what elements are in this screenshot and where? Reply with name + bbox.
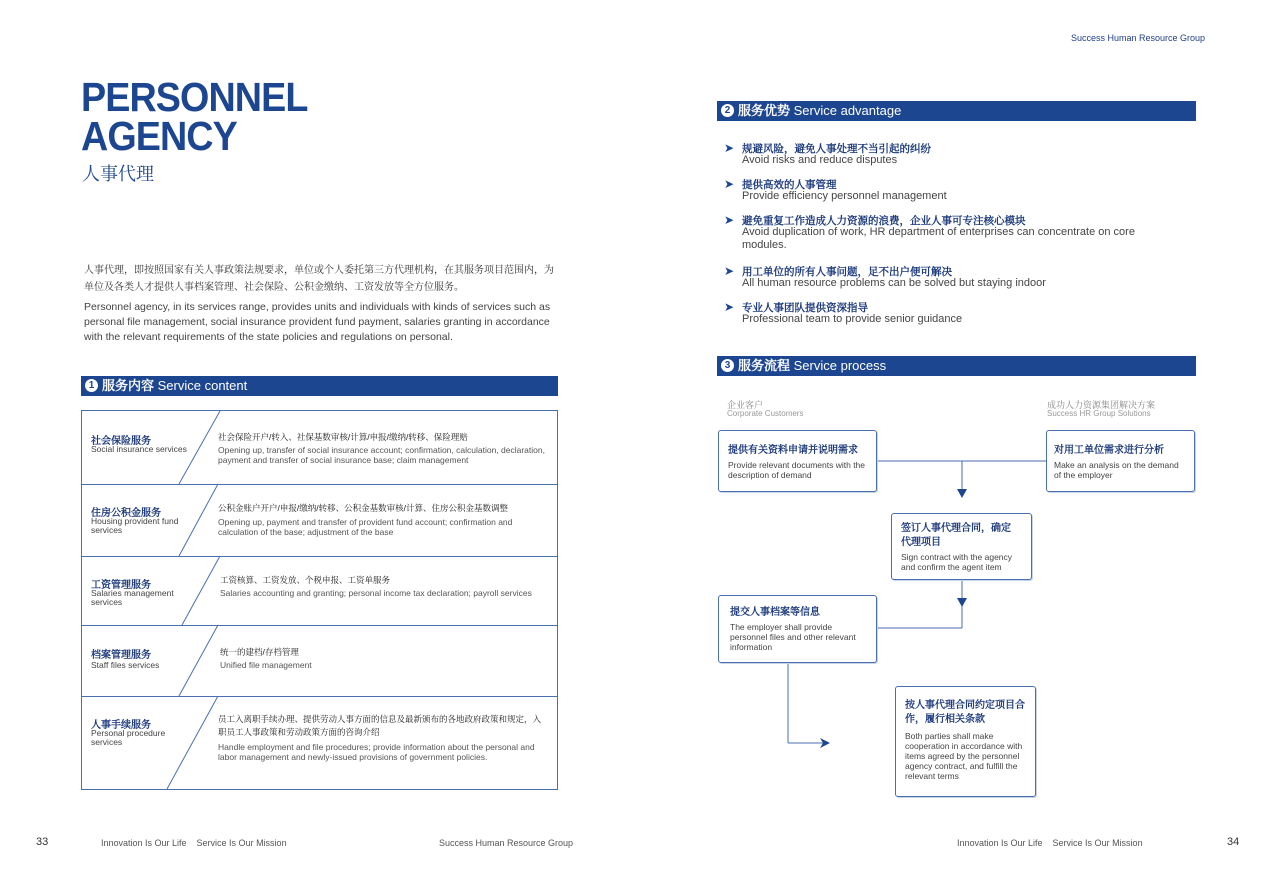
step-title-zh: 对用工单位需求进行分析 bbox=[1054, 445, 1164, 456]
section-title-en: Service advantage bbox=[793, 103, 902, 118]
column-label-solutions-en: Success HR Group Solutions bbox=[1047, 409, 1151, 418]
advantage-zh: 避免重复工作造成人力资源的浪费，企业人事可专注核心模块 bbox=[742, 215, 1026, 227]
section-title-zh: 服务内容 bbox=[102, 378, 155, 393]
intro-en: Personnel agency, in its services range, provides units and individuals with kinds of services such as personal file management, social insurance provident fund payment, salaries granting in accordance with the relevant requirements of the state policies and regulations on personal. bbox=[84, 301, 551, 343]
row-desc-en: Opening up, payment and transfer of provident fund account; confirmation and calculation of the base; adjustment of the base bbox=[218, 517, 513, 537]
header-brand: Success Human Resource Group bbox=[1071, 33, 1206, 43]
advantage-en: Provide efficiency personnel management bbox=[742, 190, 947, 202]
arrow-right-icon: ➤ bbox=[724, 213, 735, 227]
footer-slogan-left: Innovation Is Our Life Service Is Our Mission bbox=[101, 838, 287, 848]
process-step-analyze-demand bbox=[1046, 430, 1195, 492]
column-label-solutions-zh: 成功人力资源集团解决方案 bbox=[1047, 400, 1156, 410]
arrow-right-icon: ➤ bbox=[724, 264, 735, 278]
section-title-zh: 服务流程 bbox=[738, 358, 791, 373]
footer-brand-left: Success Human Resource Group bbox=[439, 838, 574, 848]
advantage-zh: 提供高效的人事管理 bbox=[742, 179, 837, 191]
arrow-right-icon: ➤ bbox=[724, 141, 735, 155]
advantage-zh: 专业人事团队提供资深指导 bbox=[742, 302, 868, 314]
row-title-en: Housing provident fund services bbox=[91, 516, 179, 535]
page-title-zh: 人事代理 bbox=[82, 164, 154, 184]
process-step-provide-documents bbox=[718, 430, 877, 492]
row-desc-en: Opening up, transfer of social insurance account; confirmation, calculation, declaration, payment and transfer of social insurance base; claim management bbox=[218, 445, 545, 465]
title-line-1: PERSONNEL bbox=[81, 74, 308, 120]
step-desc-en: Provide relevant documents with the description of demand bbox=[728, 460, 866, 480]
process-step-submit-files bbox=[718, 595, 877, 663]
section-number-badge: 3 bbox=[721, 359, 734, 372]
row-title-zh: 工资管理服务 bbox=[91, 580, 151, 591]
section-number-badge: 2 bbox=[721, 104, 734, 117]
step-desc-en: Make an analysis on the demand of the employer bbox=[1054, 460, 1179, 480]
arrow-right-icon: ➤ bbox=[724, 300, 735, 314]
step-desc-en: Both parties shall make cooperation in accordance with items agreed by the personnel agency contract, and fulfill the relevant terms bbox=[905, 731, 1023, 781]
footer-slogan-right: Innovation Is Our Life Service Is Our Mission bbox=[957, 838, 1143, 848]
section-number-badge: 1 bbox=[85, 379, 98, 392]
row-title-zh: 社会保险服务 bbox=[91, 436, 151, 447]
advantage-en: All human resource problems can be solved but staying indoor bbox=[742, 277, 1046, 289]
column-label-customers-en: Corporate Customers bbox=[727, 409, 804, 418]
row-title-en: Personal procedure services bbox=[91, 728, 166, 747]
row-desc-zh: 员工入离职手续办理、提供劳动人事方面的信息及最新颁布的各地政府政策和规定，入职员工人事政策和劳动政策方面的咨询介绍 bbox=[218, 714, 542, 737]
advantage-en: Avoid risks and reduce disputes bbox=[742, 154, 898, 166]
row-title-en: Staff files services bbox=[91, 660, 160, 670]
row-desc-zh: 公积金账户开户/申报/缴纳/转移、公积金基数审核/计算、住房公积金基数调整 bbox=[218, 503, 508, 513]
row-title-en: Social insurance services bbox=[91, 444, 187, 454]
row-title-zh: 档案管理服务 bbox=[91, 650, 151, 661]
advantage-zh: 用工单位的所有人事问题，足不出户便可解决 bbox=[742, 266, 952, 278]
advantage-en: Avoid duplication of work, HR department of enterprises can concentrate on core modules. bbox=[742, 226, 1135, 251]
section-title-en: Service process bbox=[793, 358, 887, 373]
row-title-zh: 人事手续服务 bbox=[91, 720, 151, 731]
arrow-right-icon: ➤ bbox=[724, 177, 735, 191]
step-title-zh: 按人事代理合同约定项目合作，履行相关条款 bbox=[905, 700, 1025, 725]
page-number-right: 34 bbox=[1227, 836, 1240, 848]
row-title-en: Salaries management services bbox=[91, 588, 174, 607]
step-desc-en: The employer shall provide personnel files and other relevant information bbox=[730, 622, 856, 652]
title-line-2: AGENCY bbox=[81, 113, 237, 159]
row-desc-en: Salaries accounting and granting; personal income tax declaration; payroll services bbox=[220, 588, 532, 598]
process-step-cooperate bbox=[895, 686, 1036, 797]
row-desc-zh: 统一的建档/存档管理 bbox=[220, 647, 299, 657]
advantage-zh: 规避风险，避免人事处理不当引起的纠纷 bbox=[742, 143, 931, 155]
row-desc-en: Unified file management bbox=[220, 660, 312, 670]
step-title-zh: 提供有关资料申请并说明需求 bbox=[728, 445, 858, 456]
section-title-en: Service content bbox=[157, 378, 248, 393]
process-step-sign-contract bbox=[891, 513, 1032, 580]
row-desc-zh: 工资核算、工资发放、个税申报、工资单服务 bbox=[220, 575, 391, 585]
section-title-zh: 服务优势 bbox=[738, 103, 791, 118]
intro-zh: 人事代理，即按照国家有关人事政策法规要求，单位或个人委托第三方代理机构，在其服务项目范围内，为单位及各类人才提供人事档案管理、社会保险、公积金缴纳、工资发放等全方位服务。 bbox=[84, 265, 554, 293]
row-desc-en: Handle employment and file procedures; provide information about the personal and labor management and newly-issued provisions of government policies. bbox=[218, 742, 535, 762]
step-title-zh: 签订人事代理合同，确定代理项目 bbox=[901, 523, 1011, 548]
page-number-left: 33 bbox=[36, 836, 49, 848]
row-title-zh: 住房公积金服务 bbox=[91, 508, 161, 519]
row-desc-zh: 社会保险开户/转入、社保基数审核/计算/申报/缴纳/转移、保险理赔 bbox=[218, 432, 468, 442]
step-desc-en: Sign contract with the agency and confirm the agent item bbox=[901, 552, 1013, 572]
advantage-en: Professional team to provide senior guidance bbox=[742, 313, 963, 325]
column-label-customers-zh: 企业客户 bbox=[727, 400, 764, 410]
step-title-zh: 提交人事档案等信息 bbox=[730, 607, 820, 618]
